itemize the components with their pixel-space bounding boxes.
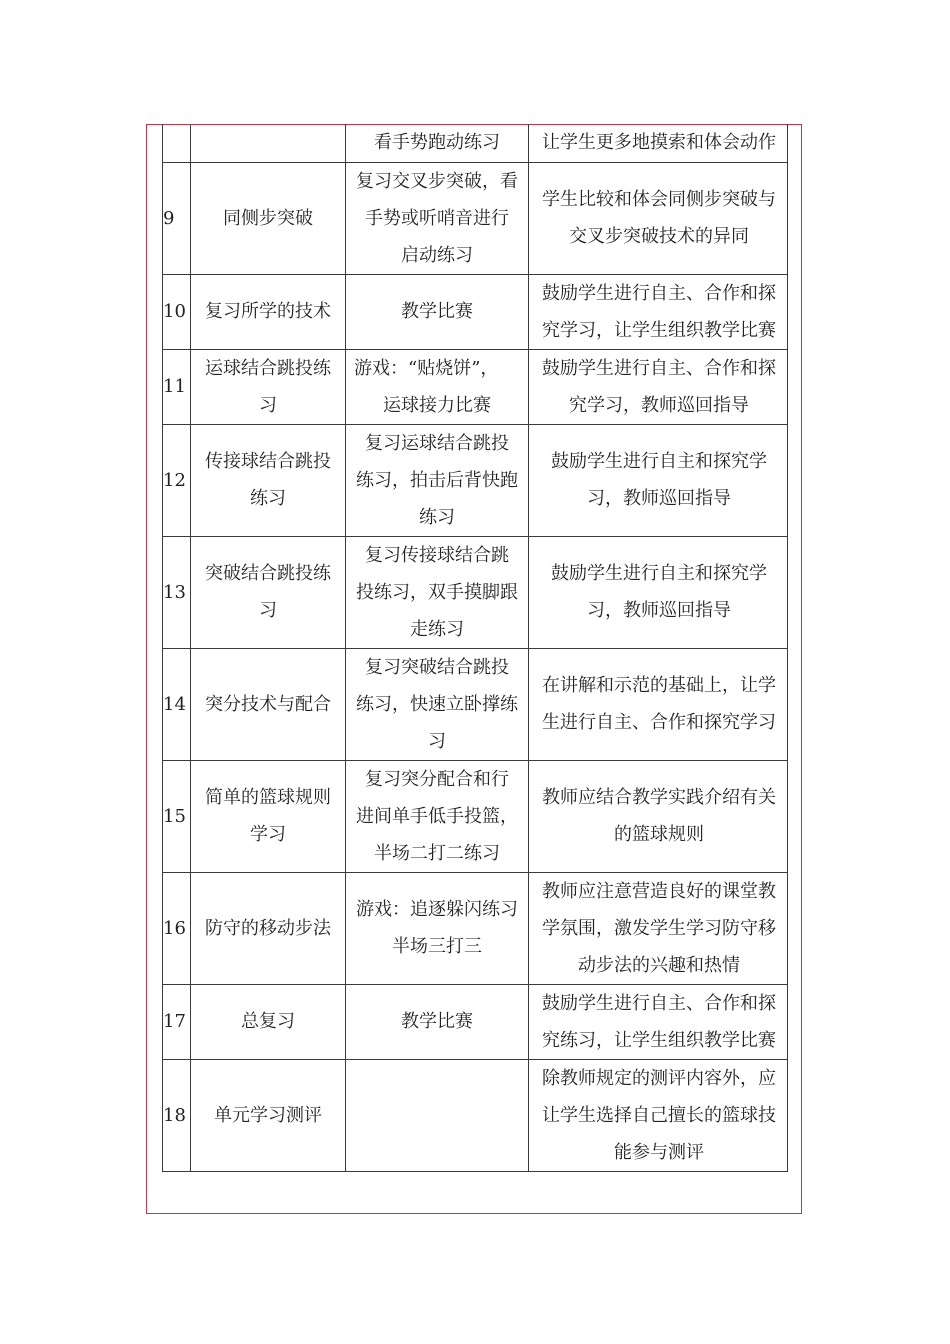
goal-line: 鼓励学生进行自主、合作和探 bbox=[542, 992, 776, 1014]
method-line: 手势或听哨音进行 bbox=[365, 207, 509, 229]
lesson-method bbox=[346, 872, 529, 984]
method-line: 复习运球结合跳投 bbox=[365, 432, 509, 454]
goal-line: 究学习，教师巡回指导 bbox=[569, 394, 749, 416]
method-line: 习 bbox=[428, 730, 446, 752]
lesson-goal bbox=[529, 349, 788, 424]
table-row bbox=[163, 872, 788, 984]
table-row bbox=[163, 648, 788, 760]
goal-line: 习，教师巡回指导 bbox=[587, 600, 731, 621]
lesson-method bbox=[346, 124, 529, 162]
goal-line: 鼓励学生进行自主、合作和探 bbox=[542, 357, 776, 379]
lesson-content bbox=[191, 274, 346, 349]
content-line: 习 bbox=[259, 600, 277, 621]
table-row bbox=[163, 274, 788, 349]
lesson-number: 17 bbox=[163, 984, 191, 1059]
content-line: 突破结合跳投练 bbox=[205, 563, 331, 584]
method-line: 走练习 bbox=[410, 618, 464, 640]
lesson-number: 18 bbox=[163, 1059, 191, 1171]
lesson-number: 16 bbox=[163, 872, 191, 984]
lesson-number: 9 bbox=[163, 162, 191, 274]
lesson-number: 11 bbox=[163, 349, 191, 424]
goal-line: 交叉步突破技术的异同 bbox=[569, 226, 749, 247]
lesson-number: 15 bbox=[163, 760, 191, 872]
content-line: 习 bbox=[259, 394, 277, 416]
table-row bbox=[163, 536, 788, 648]
lesson-goal bbox=[529, 872, 788, 984]
lesson-method bbox=[346, 162, 529, 274]
goal-line: 教师应注意营造良好的课堂教 bbox=[542, 880, 776, 902]
method-line: 复习突分配合和行 bbox=[365, 768, 509, 790]
lesson-number: 12 bbox=[163, 424, 191, 536]
content-line: 学习 bbox=[250, 824, 286, 845]
table-row bbox=[163, 124, 788, 162]
lesson-content bbox=[191, 760, 346, 872]
lesson-goal bbox=[529, 162, 788, 274]
method-line: 教学比赛 bbox=[401, 1011, 473, 1032]
lesson-goal bbox=[529, 648, 788, 760]
lesson-method bbox=[346, 424, 529, 536]
lesson-method bbox=[346, 760, 529, 872]
lesson-goal bbox=[529, 760, 788, 872]
content-line: 简单的篮球规则 bbox=[205, 787, 331, 808]
content-line: 复习所学的技术 bbox=[205, 301, 331, 322]
lesson-method bbox=[346, 536, 529, 648]
lesson-method bbox=[346, 274, 529, 349]
table-row bbox=[163, 349, 788, 424]
table-row bbox=[163, 760, 788, 872]
content-line: 运球结合跳投练 bbox=[205, 357, 331, 379]
goal-line: 学氛围，激发学生学习防守移 bbox=[542, 917, 776, 939]
goal-line: 究练习，让学生组织教学比赛 bbox=[542, 1029, 776, 1051]
content-line: 同侧步突破 bbox=[223, 207, 313, 229]
method-line: 半场二打二练习 bbox=[374, 842, 500, 864]
table-row bbox=[163, 162, 788, 274]
lesson-method bbox=[346, 648, 529, 760]
teaching-plan-table bbox=[162, 124, 788, 1172]
lesson-content bbox=[191, 536, 346, 648]
lesson-content bbox=[191, 424, 346, 536]
method-line: 复习交叉步突破，看 bbox=[356, 170, 518, 192]
method-line: 练习，拍击后背快跑 bbox=[356, 469, 518, 491]
method-line: 游戏：“贴烧饼”， bbox=[354, 357, 499, 379]
goal-line: 习，教师巡回指导 bbox=[587, 488, 731, 509]
lesson-goal bbox=[529, 1059, 788, 1171]
lesson-number bbox=[163, 124, 191, 162]
content-line: 练习 bbox=[250, 488, 286, 509]
lesson-method bbox=[346, 349, 529, 424]
method-line: 复习传接球结合跳 bbox=[365, 544, 509, 566]
goal-line: 学生比较和体会同侧步突破与 bbox=[542, 189, 776, 210]
lesson-content bbox=[191, 648, 346, 760]
table-row bbox=[163, 1059, 788, 1171]
method-line: 启动练习 bbox=[401, 244, 473, 266]
method-line: 教学比赛 bbox=[401, 301, 473, 322]
lesson-content bbox=[191, 1059, 346, 1171]
method-line: 练习，快速立卧撑练 bbox=[356, 693, 518, 715]
method-line: 练习 bbox=[419, 506, 455, 528]
table-row bbox=[163, 984, 788, 1059]
content-line: 防守的移动步法 bbox=[205, 917, 331, 939]
content-line: 传接球结合跳投 bbox=[205, 451, 331, 472]
lesson-content bbox=[191, 162, 346, 274]
lesson-number: 10 bbox=[163, 274, 191, 349]
lesson-number: 14 bbox=[163, 648, 191, 760]
method-line: 半场三打三 bbox=[392, 936, 482, 957]
lesson-goal bbox=[529, 124, 788, 162]
lesson-goal bbox=[529, 424, 788, 536]
lesson-number: 13 bbox=[163, 536, 191, 648]
lesson-content bbox=[191, 124, 346, 162]
content-line: 突分技术与配合 bbox=[205, 693, 331, 715]
goal-line: 能参与测评 bbox=[614, 1141, 704, 1163]
goal-line: 生进行自主、合作和探究学习 bbox=[542, 712, 776, 733]
goal-line: 的篮球规则 bbox=[614, 824, 704, 845]
method-line: 复习突破结合跳投 bbox=[365, 656, 509, 678]
goal-line: 让学生更多地摸索和体会动作 bbox=[542, 132, 776, 154]
goal-line: 鼓励学生进行自主和探究学 bbox=[551, 563, 767, 584]
table-row bbox=[163, 424, 788, 536]
method-line: 看手势跑动练习 bbox=[374, 132, 500, 154]
method-line: 投练习，双手摸脚跟 bbox=[356, 581, 518, 603]
lesson-content bbox=[191, 984, 346, 1059]
content-line: 单元学习测评 bbox=[214, 1104, 322, 1126]
lesson-method bbox=[346, 1059, 529, 1171]
lesson-content bbox=[191, 872, 346, 984]
goal-line: 除教师规定的测评内容外，应 bbox=[542, 1067, 776, 1089]
lesson-method bbox=[346, 984, 529, 1059]
method-line: 运球接力比赛 bbox=[383, 394, 491, 416]
content-line: 总复习 bbox=[241, 1011, 295, 1032]
goal-line: 鼓励学生进行自主和探究学 bbox=[551, 451, 767, 472]
lesson-goal bbox=[529, 984, 788, 1059]
goal-line: 让学生选择自己擅长的篮球技 bbox=[542, 1104, 776, 1126]
lesson-content bbox=[191, 349, 346, 424]
goal-line: 教师应结合教学实践介绍有关 bbox=[542, 787, 776, 808]
method-line: 进间单手低手投篮， bbox=[356, 805, 518, 827]
goal-line: 鼓励学生进行自主、合作和探 bbox=[542, 282, 776, 304]
lesson-goal bbox=[529, 274, 788, 349]
goal-line: 究学习，让学生组织教学比赛 bbox=[542, 319, 776, 341]
goal-line: 动步法的兴趣和热情 bbox=[578, 954, 740, 976]
lesson-goal bbox=[529, 536, 788, 648]
method-line: 游戏：追逐躲闪练习 bbox=[356, 899, 518, 920]
goal-line: 在讲解和示范的基础上，让学 bbox=[542, 675, 776, 696]
